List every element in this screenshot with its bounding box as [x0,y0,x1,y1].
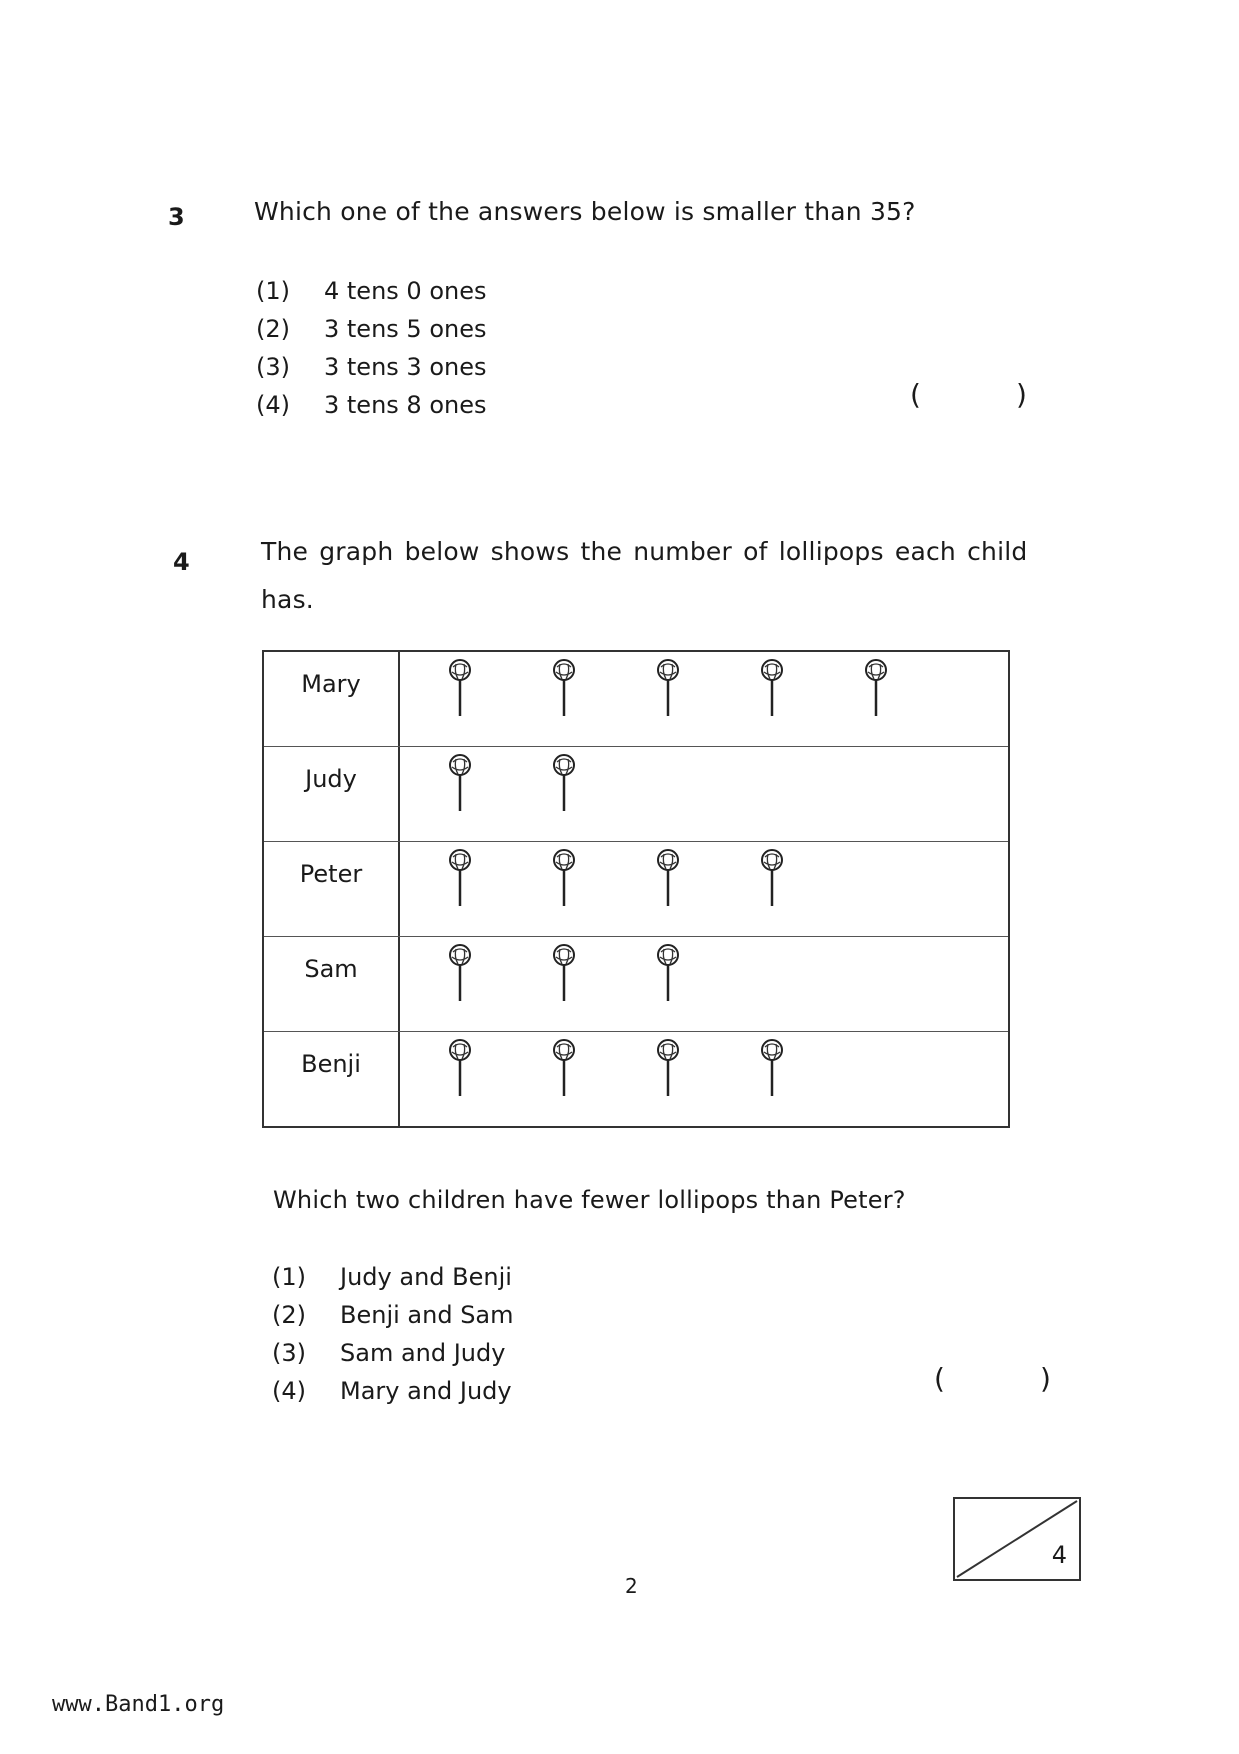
lollipop-icon [446,848,474,908]
graph-row-sam [264,937,1008,1032]
lollipop-icon [550,943,578,1003]
lollipop-icons [400,1032,1008,1126]
q4-option-2 [272,1301,514,1329]
option-number: (1) [272,1263,306,1291]
q3-option-2 [256,315,486,343]
option-number: (2) [272,1301,306,1329]
lollipop-icon [654,1038,682,1098]
lollipop-icon [446,1038,474,1098]
website-footer[interactable]: www.Band1.org [52,1692,225,1717]
question-3-number: 3 [168,203,185,231]
q4-option-4 [272,1377,512,1405]
option-text: 3 tens 8 ones [324,391,487,419]
score-marks: 4 [1051,1541,1067,1569]
question-4-number: 4 [173,548,190,576]
lollipop-icon [758,658,786,718]
option-number: (1) [256,277,290,305]
bracket-close: ) [1039,1362,1051,1395]
graph-row-mary [264,652,1008,747]
graph-row-peter [264,842,1008,937]
question-3-text: Which one of the answers below is smaller than 35? [254,197,916,226]
lollipop-icon [654,848,682,908]
option-text: 4 tens 0 ones [324,277,487,305]
child-name: Mary [264,652,400,746]
q3-answer-bracket[interactable] [910,378,1027,411]
lollipop-icons [400,652,1008,746]
score-box [953,1497,1081,1581]
option-number: (3) [256,353,290,381]
graph-row-benji [264,1032,1008,1126]
lollipop-icons [400,937,1008,1031]
option-text: Benji and Sam [340,1301,514,1329]
option-number: (3) [272,1339,306,1367]
q4-option-3 [272,1339,505,1367]
lollipop-icon [550,848,578,908]
page-number: 2 [625,1574,638,1598]
bracket-open: ( [910,378,921,411]
lollipop-icon [758,848,786,908]
child-name: Sam [264,937,400,1031]
lollipop-icon [654,658,682,718]
option-number: (4) [256,391,290,419]
q3-option-1 [256,277,486,305]
lollipop-icon [758,1038,786,1098]
child-name: Peter [264,842,400,936]
graph-row-judy [264,747,1008,842]
lollipop-icon [654,943,682,1003]
option-text: Sam and Judy [340,1339,506,1367]
lollipop-icon [550,753,578,813]
option-text: Mary and Judy [340,1377,512,1405]
question-4-prompt: Which two children have fewer lollipops than Peter? [273,1186,906,1214]
lollipop-icon [446,943,474,1003]
lollipop-pictograph [262,650,1010,1128]
q4-answer-bracket[interactable] [934,1362,1051,1395]
lollipop-icon [550,1038,578,1098]
question-4-text-line1: The graph below shows the number of lollipops each child [261,537,1028,566]
bracket-close: ) [1015,378,1027,411]
q3-option-3 [256,353,486,381]
q3-option-4 [256,391,486,419]
lollipop-icon [862,658,890,718]
lollipop-icons [400,842,1008,936]
lollipop-icon [446,658,474,718]
option-text: 3 tens 3 ones [324,353,487,381]
child-name: Judy [264,747,400,841]
lollipop-icon [550,658,578,718]
option-text: Judy and Benji [340,1263,512,1291]
bracket-open: ( [934,1362,945,1395]
q4-option-1 [272,1263,512,1291]
question-4-text-line2: has. [261,585,314,614]
option-number: (2) [256,315,290,343]
child-name: Benji [264,1032,400,1126]
option-text: 3 tens 5 ones [324,315,487,343]
lollipop-icons [400,747,1008,841]
lollipop-icon [446,753,474,813]
option-number: (4) [272,1377,306,1405]
